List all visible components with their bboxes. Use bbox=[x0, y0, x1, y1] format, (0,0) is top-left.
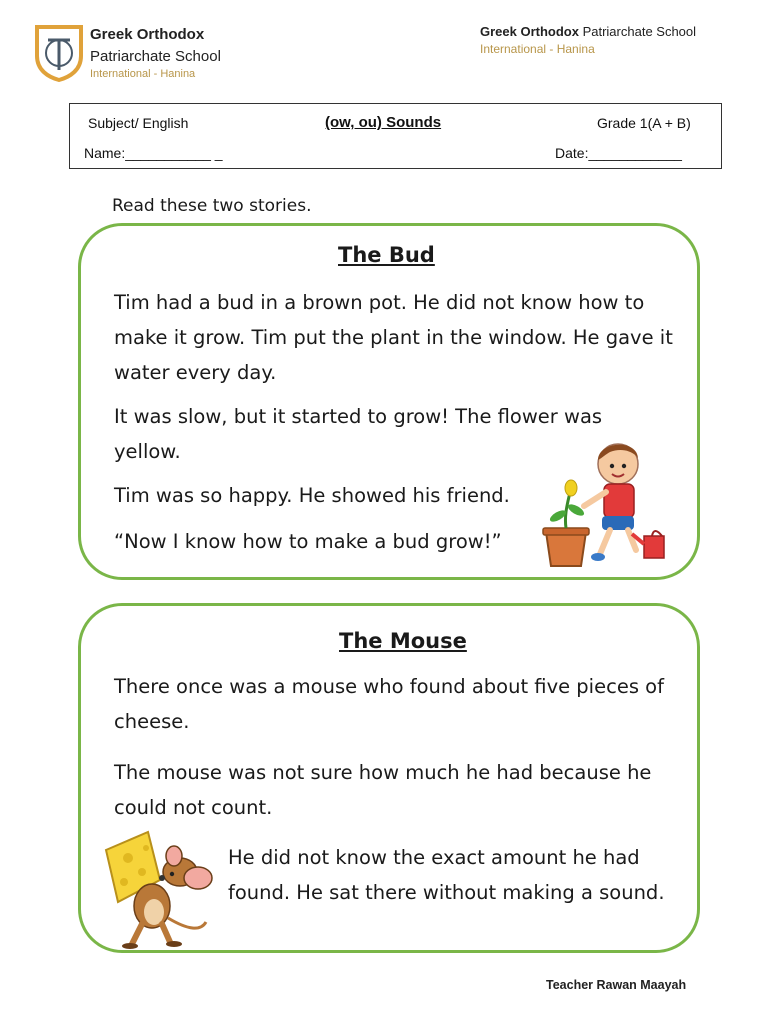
story-title-mouse: The Mouse bbox=[339, 629, 467, 653]
story-paragraph: It was slow, but it started to grow! The flower was yellow. bbox=[114, 405, 603, 463]
story-paragraph: He did not know the exact amount he had found. He sat there without making a sound. bbox=[228, 846, 665, 904]
school-name-line2: Patriarchate School bbox=[90, 48, 221, 65]
story-paragraph: There once was a mouse who found about five pieces of cheese. bbox=[114, 675, 664, 733]
story-paragraph: Tim had a bud in a brown pot. He did not know how to make it grow. Tim put the plant in the window. He gave it water every day. bbox=[114, 291, 673, 384]
school-name-right-rest: Patriarchate School bbox=[578, 24, 697, 39]
grade-label: Grade 1(A + B) bbox=[597, 115, 691, 131]
worksheet-title: (ow, ou) Sounds bbox=[325, 114, 442, 131]
school-name-right-bold: Greek Orthodox bbox=[480, 24, 579, 39]
school-name-right bbox=[480, 24, 696, 39]
story-paragraph: “Now I know how to make a bud grow!” bbox=[114, 530, 502, 553]
subject-label: Subject/ English bbox=[88, 115, 189, 131]
mouse-with-cheese-illustration bbox=[102, 828, 222, 950]
instructions: Read these two stories. bbox=[112, 196, 312, 216]
story-paragraph: The mouse was not sure how much he had because he could not count. bbox=[114, 761, 652, 819]
teacher-name: Teacher Rawan Maayah bbox=[546, 978, 687, 992]
date-field[interactable]: Date:____________ bbox=[555, 145, 682, 161]
boy-watering-plant-illustration bbox=[540, 436, 670, 570]
school-logo-icon bbox=[34, 24, 84, 82]
story-title-bud: The Bud bbox=[338, 243, 435, 267]
name-field[interactable]: Name:___________ _ bbox=[84, 145, 223, 161]
school-location: International - Hanina bbox=[90, 68, 196, 80]
story-paragraph: Tim was so happy. He showed his friend. bbox=[114, 484, 510, 507]
school-location-right: International - Hanina bbox=[480, 42, 595, 56]
school-name-line1: Greek Orthodox bbox=[90, 26, 205, 43]
